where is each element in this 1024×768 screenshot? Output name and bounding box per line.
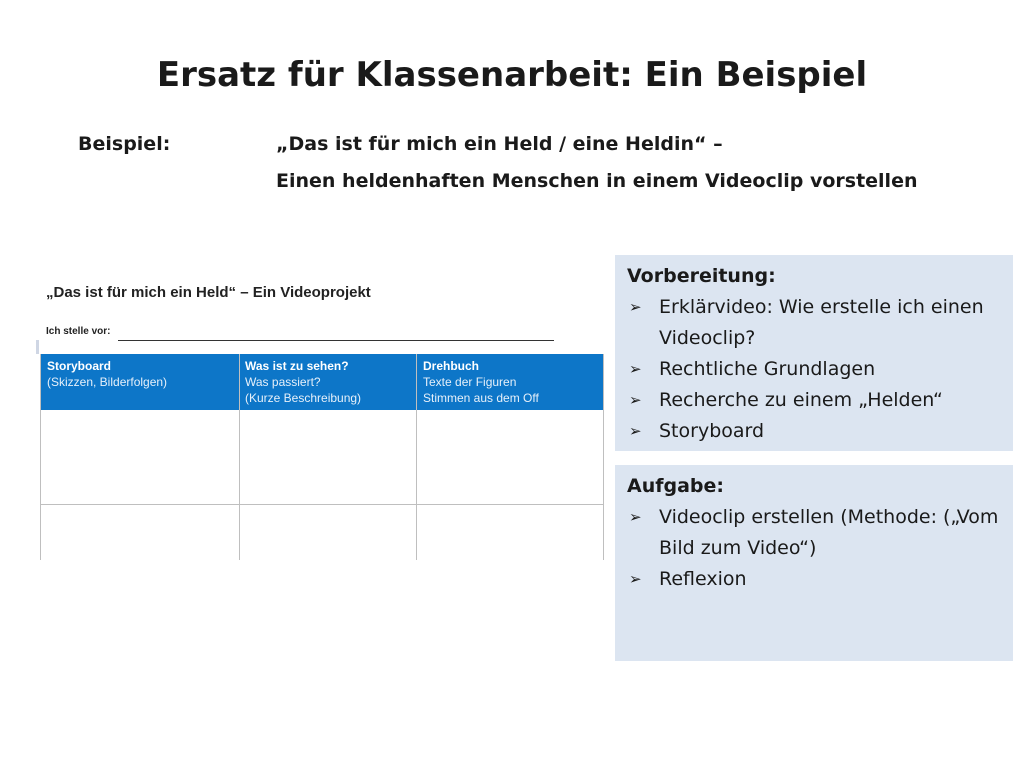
document-present-label: Ich stelle vor:	[46, 326, 111, 337]
preparation-box	[615, 255, 1013, 451]
list-item: ➢ Rechtliche Grundlagen	[627, 354, 1001, 385]
table-header-cell	[245, 358, 361, 406]
storyboard-table	[40, 354, 604, 560]
task-box	[615, 465, 1013, 661]
preparation-title: Vorbereitung:	[627, 265, 776, 287]
arrowhead-bullet-icon: ➢	[629, 570, 642, 588]
document-heading: „Das ist für mich ein Held“ – Ein Videoprojekt	[46, 284, 371, 301]
table-header-cell	[423, 358, 539, 406]
arrowhead-bullet-icon: ➢	[629, 298, 642, 316]
task-list	[627, 502, 1001, 595]
table-column-storyboard	[40, 354, 240, 560]
example-label: Beispiel:	[78, 133, 171, 155]
arrowhead-bullet-icon: ➢	[629, 391, 642, 409]
table-header-title: Drehbuch	[423, 359, 480, 373]
arrowhead-bullet-icon: ➢	[629, 508, 642, 526]
document-fill-line	[118, 340, 554, 341]
document-margin-mark	[36, 340, 39, 354]
list-item: ➢ Recherche zu einem „Helden“	[627, 385, 1001, 416]
table-header-sub: Stimmen aus dem Off	[423, 391, 539, 405]
table-header-cell	[47, 358, 167, 390]
table-header-sub: (Skizzen, Bilderfolgen)	[47, 375, 168, 389]
preparation-list	[627, 292, 1001, 447]
task-title: Aufgabe:	[627, 475, 725, 497]
table-column-script	[417, 354, 604, 560]
table-header-sub: Was passiert?	[245, 375, 321, 389]
list-item: ➢ Reflexion	[627, 564, 1001, 595]
storyboard-document-image	[36, 278, 608, 568]
arrowhead-bullet-icon: ➢	[629, 422, 642, 440]
table-header-sub: Texte der Figuren	[423, 375, 517, 389]
table-column-what	[239, 354, 417, 560]
page-title: Ersatz für Klassenarbeit: Ein Beispiel	[156, 55, 868, 95]
table-header-sub: (Kurze Beschreibung)	[245, 391, 362, 405]
list-item: ➢ Erklärvideo: Wie erstelle ich einen Videoclip?	[627, 292, 1001, 354]
list-item: ➢ Videoclip erstellen (Methode: („Vom Bild zum Video“)	[627, 502, 1001, 564]
table-row-divider	[40, 504, 604, 505]
table-header-title: Was ist zu sehen?	[245, 359, 349, 373]
arrowhead-bullet-icon: ➢	[629, 360, 642, 378]
table-header-title: Storyboard	[47, 359, 112, 373]
list-item: ➢ Storyboard	[627, 416, 1001, 447]
example-line-2: Einen heldenhaften Menschen in einem Videoclip vorstellen	[276, 170, 918, 192]
example-line-1: „Das ist für mich ein Held / eine Heldin“ –	[276, 133, 723, 155]
